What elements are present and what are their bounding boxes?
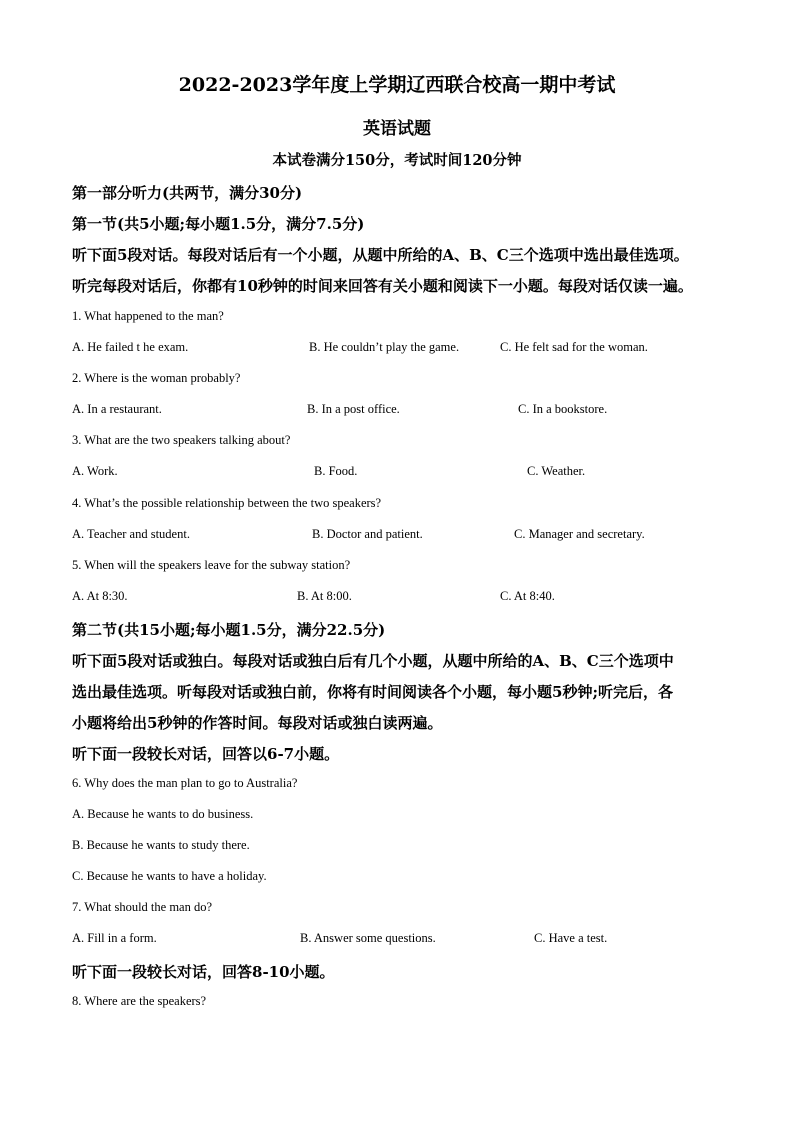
group1-heading: 听下面一段较长对话，回答以6-7小题。: [72, 745, 340, 763]
q5-option-b: B. At 8:00.: [297, 589, 352, 603]
section2-instructions-3: 小题将给出5秒钟的作答时间。每段对话或独白读两遍。: [72, 714, 443, 732]
section2-instructions-2: 选出最佳选项。听每段对话或独白前，你将有时间阅读各个小题，每小题5秒钟;听完后，各: [72, 683, 673, 701]
q2-option-a: A. In a restaurant.: [72, 402, 162, 416]
exam-info: 本试卷满分150分，考试时间120分钟: [272, 152, 522, 169]
q3-option-b: B. Food.: [314, 464, 358, 478]
q6-option-c: C. Because he wants to have a holiday.: [72, 869, 267, 883]
q4-option-c: C. Manager and secretary.: [514, 527, 645, 541]
question-6: 6. Why does the man plan to go to Australia?: [72, 776, 298, 790]
q6-option-a: A. Because he wants to do business.: [72, 807, 254, 821]
question-1: 1. What happened to the man?: [72, 309, 224, 323]
question-4: 4. What’s the possible relationship between the two speakers?: [72, 496, 382, 510]
q2-option-b: B. In a post office.: [307, 402, 400, 416]
section2-instructions-1: 听下面5段对话或独白。每段对话或独白后有几个小题，从题中所给的A、B、C三个选项中: [72, 652, 674, 670]
q1-option-b: B. He couldn’t play the game.: [309, 340, 460, 354]
q7-option-a: A. Fill in a form.: [72, 931, 157, 945]
q6-option-b: B. Because he wants to study there.: [72, 838, 250, 852]
q1-option-a: A. He failed t he exam.: [72, 340, 189, 354]
section1-heading: 第一节(共5小题;每小题1.5分，满分7.5分): [72, 215, 365, 233]
question-5: 5. When will the speakers leave for the subway station?: [72, 558, 351, 572]
q3-option-c: C. Weather.: [527, 464, 586, 478]
q5-option-c: C. At 8:40.: [500, 589, 555, 603]
exam-title: 2022-2023学年度上学期辽西联合校高一期中考试: [178, 74, 616, 96]
q4-option-b: B. Doctor and patient.: [312, 527, 423, 541]
question-2: 2. Where is the woman probably?: [72, 371, 241, 385]
section2-heading: 第二节(共15小题;每小题1.5分，满分22.5分): [72, 621, 386, 639]
question-3: 3. What are the two speakers talking about?: [72, 433, 291, 447]
q3-option-a: A. Work.: [72, 464, 118, 478]
q5-option-a: A. At 8:30.: [72, 589, 128, 603]
question-7: 7. What should the man do?: [72, 900, 213, 914]
subject-title: 英语试题: [363, 119, 431, 139]
group2-heading: 听下面一段较长对话，回答8-10小题。: [72, 963, 335, 981]
q4-option-a: A. Teacher and student.: [72, 527, 190, 541]
question-8: 8. Where are the speakers?: [72, 994, 207, 1008]
q1-option-c: C. He felt sad for the woman.: [500, 340, 648, 354]
part1-heading: 第一部分听力(共两节，满分30分): [72, 184, 303, 202]
section1-instructions-2: 听完每段对话后，你都有10秒钟的时间来回答有关小题和阅读下一小题。每段对话仅读一遍。: [72, 277, 693, 295]
section1-instructions-1: 听下面5段对话。每段对话后有一个小题，从题中所给的A、B、C三个选项中选出最佳选项。: [72, 246, 689, 264]
q7-option-b: B. Answer some questions.: [300, 931, 436, 945]
q2-option-c: C. In a bookstore.: [518, 402, 608, 416]
q7-option-c: C. Have a test.: [534, 931, 608, 945]
